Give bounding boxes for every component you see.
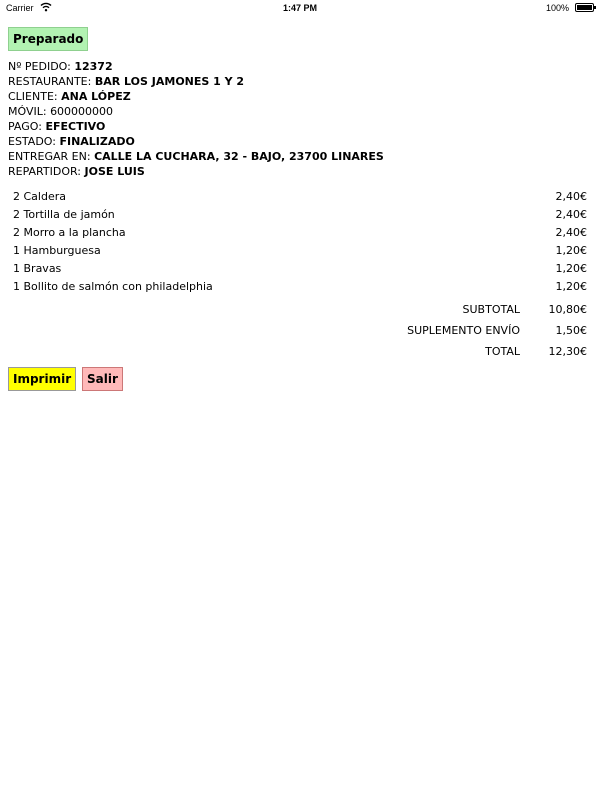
item-description: 2 Morro a la plancha	[13, 226, 126, 239]
battery-icon	[575, 3, 594, 12]
payment-row	[8, 119, 384, 134]
list-item	[13, 261, 587, 279]
subtotal-row	[0, 302, 600, 323]
restaurant-label: RESTAURANTE:	[8, 75, 95, 88]
order-status-button[interactable]: Preparado	[8, 27, 88, 51]
delivery-address-row	[8, 149, 384, 164]
clock: 1:47 PM	[282, 3, 317, 13]
order-number-row	[8, 59, 384, 74]
order-info	[8, 59, 384, 179]
payment-value: EFECTIVO	[45, 120, 106, 133]
mobile-row	[8, 104, 384, 119]
payment-label: PAGO:	[8, 120, 46, 133]
item-description: 1 Bravas	[13, 262, 62, 275]
order-number-value: 12372	[74, 60, 113, 73]
delivery-address-label: ENTREGAR EN:	[8, 150, 95, 163]
item-price: 1,20€	[555, 280, 587, 293]
item-price: 1,20€	[555, 262, 587, 275]
customer-label: CLIENTE:	[8, 90, 62, 103]
total-label: TOTAL	[485, 345, 520, 358]
item-description: 2 Caldera	[13, 190, 66, 203]
item-description: 2 Tortilla de jamón	[13, 208, 115, 221]
delivery-fee-row	[0, 323, 600, 344]
courier-value: JOSE LUIS	[84, 165, 145, 178]
item-price: 2,40€	[555, 208, 587, 221]
item-description: 1 Bollito de salmón con philadelphia	[13, 280, 213, 293]
courier-label: REPARTIDOR:	[8, 165, 85, 178]
item-price: 1,20€	[555, 244, 587, 257]
delivery-address-value: CALLE LA CUCHARA, 32 - BAJO, 23700 LINARES	[94, 150, 384, 163]
battery-percentage: 100%	[545, 3, 569, 13]
list-item	[13, 243, 587, 261]
customer-value: ANA LÓPEZ	[61, 90, 131, 103]
total-value: 12,30€	[548, 345, 587, 358]
order-totals	[0, 302, 600, 365]
subtotal-label: SUBTOTAL	[462, 303, 520, 316]
mobile-label: MÓVIL:	[8, 105, 51, 118]
exit-button[interactable]: Salir	[82, 367, 123, 391]
item-price: 2,40€	[555, 190, 587, 203]
list-item	[13, 207, 587, 225]
item-price: 2,40€	[555, 226, 587, 239]
restaurant-value: BAR LOS JAMONES 1 Y 2	[94, 75, 245, 88]
carrier-label: Carrier	[6, 3, 34, 13]
total-row	[0, 344, 600, 365]
status-bar	[0, 0, 600, 16]
mobile-value: 600000000	[50, 105, 114, 118]
print-button[interactable]: Imprimir	[8, 367, 76, 391]
restaurant-row	[8, 74, 384, 89]
delivery-fee-value: 1,50€	[555, 324, 587, 337]
order-number-label: Nº PEDIDO:	[8, 60, 75, 73]
list-item	[13, 279, 587, 297]
state-label: ESTADO:	[8, 135, 60, 148]
list-item	[13, 225, 587, 243]
customer-row	[8, 89, 384, 104]
subtotal-value: 10,80€	[548, 303, 587, 316]
item-description: 1 Hamburguesa	[13, 244, 101, 257]
state-row	[8, 134, 384, 149]
list-item	[13, 189, 587, 207]
courier-row	[8, 164, 384, 179]
delivery-fee-label: SUPLEMENTO ENVÍO	[407, 324, 520, 337]
order-items-list	[13, 189, 587, 297]
state-value: FINALIZADO	[59, 135, 135, 148]
